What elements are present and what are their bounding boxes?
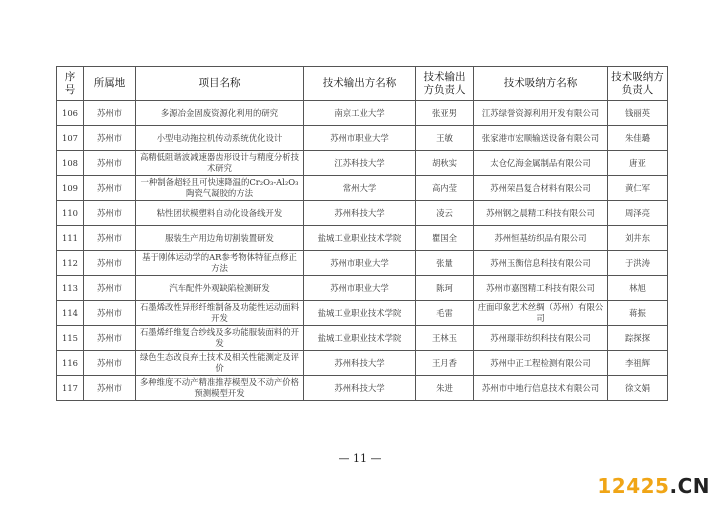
cell-receiver: 苏州中正工程检测有限公司 xyxy=(474,351,608,376)
header-provider: 技术输出方名称 xyxy=(304,67,416,101)
cell-receiver-lead: 蒋振 xyxy=(608,301,668,326)
cell-receiver: 苏州市嘉图精工科技有限公司 xyxy=(474,276,608,301)
cell-city: 苏州市 xyxy=(84,126,136,151)
cell-project: 一种制备超轻且可快速降温的Cr₂O₃-Al₂O₃陶瓷气凝胶的方法 xyxy=(136,176,304,201)
cell-receiver: 苏州玉衡信息科技有限公司 xyxy=(474,251,608,276)
cell-receiver-lead: 钱丽英 xyxy=(608,101,668,126)
cell-receiver: 张家港市宏顺输送设备有限公司 xyxy=(474,126,608,151)
cell-project: 高精低阻谐波减速器齿形设计与精度分析技术研究 xyxy=(136,151,304,176)
cell-receiver-lead: 唐亚 xyxy=(608,151,668,176)
cell-city: 苏州市 xyxy=(84,201,136,226)
cell-receiver: 庄面印象艺术丝绸（苏州）有限公司 xyxy=(474,301,608,326)
table-header-row xyxy=(57,67,668,101)
cell-no: 107 xyxy=(57,126,84,151)
cell-no: 106 xyxy=(57,101,84,126)
cell-provider: 苏州科技大学 xyxy=(304,201,416,226)
cell-receiver: 苏州市中地行信息技术有限公司 xyxy=(474,376,608,401)
cell-city: 苏州市 xyxy=(84,351,136,376)
cell-receiver-lead: 李祖辉 xyxy=(608,351,668,376)
table-row xyxy=(57,126,668,151)
cell-receiver: 苏州恒基纺织品有限公司 xyxy=(474,226,608,251)
table-row xyxy=(57,326,668,351)
cell-no: 110 xyxy=(57,201,84,226)
cell-no: 111 xyxy=(57,226,84,251)
cell-provider-lead: 毛雷 xyxy=(416,301,474,326)
cell-provider-lead: 瞿国全 xyxy=(416,226,474,251)
cell-no: 116 xyxy=(57,351,84,376)
cell-city: 苏州市 xyxy=(84,176,136,201)
cell-project: 绿色生态改良弃土技术及相关性能测定及评价 xyxy=(136,351,304,376)
table-row xyxy=(57,201,668,226)
cell-provider-lead: 陈珂 xyxy=(416,276,474,301)
cell-project: 基于刚体运动学的AR参考物体特征点修正方法 xyxy=(136,251,304,276)
cell-receiver-lead: 周泽亮 xyxy=(608,201,668,226)
cell-no: 113 xyxy=(57,276,84,301)
cell-no: 114 xyxy=(57,301,84,326)
table-row xyxy=(57,351,668,376)
header-no: 序号 xyxy=(57,67,84,101)
cell-provider: 苏州市职业大学 xyxy=(304,276,416,301)
cell-provider-lead: 王林玉 xyxy=(416,326,474,351)
cell-provider-lead: 张量 xyxy=(416,251,474,276)
table-row xyxy=(57,301,668,326)
table-row xyxy=(57,101,668,126)
watermark-domain: .CN xyxy=(669,474,710,498)
cell-receiver: 苏州璟菲纺织科技有限公司 xyxy=(474,326,608,351)
cell-no: 108 xyxy=(57,151,84,176)
table-row xyxy=(57,151,668,176)
cell-provider: 盐城工业职业技术学院 xyxy=(304,301,416,326)
cell-provider: 江苏科技大学 xyxy=(304,151,416,176)
cell-city: 苏州市 xyxy=(84,276,136,301)
watermark-logo xyxy=(597,474,710,498)
watermark-number: 12425 xyxy=(597,474,670,498)
cell-city: 苏州市 xyxy=(84,101,136,126)
cell-receiver: 苏州荣昌复合材料有限公司 xyxy=(474,176,608,201)
cell-project: 多种维度不动产精准推荐模型及不动产价格预测模型开发 xyxy=(136,376,304,401)
table-body xyxy=(57,101,668,401)
cell-receiver-lead: 刘井东 xyxy=(608,226,668,251)
header-provider-lead: 技术输出方负责人 xyxy=(416,67,474,101)
table-row xyxy=(57,226,668,251)
cell-project: 服装生产用边角切割装置研发 xyxy=(136,226,304,251)
cell-project: 石墨烯改性异形纤维制备及功能性运动面料开发 xyxy=(136,301,304,326)
cell-project: 小型电动拖拉机传动系统优化设计 xyxy=(136,126,304,151)
header-receiver-lead: 技术吸纳方负责人 xyxy=(608,67,668,101)
cell-receiver-lead: 踪探探 xyxy=(608,326,668,351)
cell-provider: 苏州市职业大学 xyxy=(304,126,416,151)
cell-provider-lead: 凌云 xyxy=(416,201,474,226)
cell-receiver-lead: 黄仁军 xyxy=(608,176,668,201)
table-row xyxy=(57,176,668,201)
cell-provider: 盐城工业职业技术学院 xyxy=(304,326,416,351)
cell-provider: 苏州科技大学 xyxy=(304,376,416,401)
cell-provider-lead: 朱进 xyxy=(416,376,474,401)
cell-provider: 盐城工业职业技术学院 xyxy=(304,226,416,251)
cell-city: 苏州市 xyxy=(84,376,136,401)
cell-provider: 常州大学 xyxy=(304,176,416,201)
cell-provider: 苏州科技大学 xyxy=(304,351,416,376)
cell-receiver-lead: 朱佳璐 xyxy=(608,126,668,151)
project-table xyxy=(56,66,668,401)
cell-receiver: 苏州钢之晨精工科技有限公司 xyxy=(474,201,608,226)
cell-provider: 苏州市职业大学 xyxy=(304,251,416,276)
cell-city: 苏州市 xyxy=(84,226,136,251)
table-row xyxy=(57,276,668,301)
cell-provider-lead: 王月香 xyxy=(416,351,474,376)
cell-provider-lead: 高内莹 xyxy=(416,176,474,201)
cell-provider-lead: 胡秋实 xyxy=(416,151,474,176)
cell-receiver-lead: 徐文娟 xyxy=(608,376,668,401)
cell-no: 117 xyxy=(57,376,84,401)
cell-city: 苏州市 xyxy=(84,151,136,176)
cell-project: 粘性团状模塑料自动化设备线开发 xyxy=(136,201,304,226)
cell-no: 109 xyxy=(57,176,84,201)
page-number: — 11 — xyxy=(338,452,382,465)
cell-provider: 南京工业大学 xyxy=(304,101,416,126)
header-city: 所属地 xyxy=(84,67,136,101)
cell-project: 石墨烯纤维复合纱线及多功能服装面料的开发 xyxy=(136,326,304,351)
cell-receiver-lead: 于洪涛 xyxy=(608,251,668,276)
cell-receiver-lead: 林旭 xyxy=(608,276,668,301)
cell-no: 115 xyxy=(57,326,84,351)
cell-receiver: 江苏绿誉资源利用开发有限公司 xyxy=(474,101,608,126)
cell-receiver: 太仓亿海金属制品有限公司 xyxy=(474,151,608,176)
cell-project: 汽车配件外观缺陷检测研发 xyxy=(136,276,304,301)
cell-provider-lead: 张亚男 xyxy=(416,101,474,126)
cell-no: 112 xyxy=(57,251,84,276)
cell-project: 多源冶金固废资源化利用的研究 xyxy=(136,101,304,126)
cell-provider-lead: 王敏 xyxy=(416,126,474,151)
table-row xyxy=(57,376,668,401)
table-row xyxy=(57,251,668,276)
header-receiver: 技术吸纳方名称 xyxy=(474,67,608,101)
cell-city: 苏州市 xyxy=(84,326,136,351)
header-project: 项目名称 xyxy=(136,67,304,101)
cell-city: 苏州市 xyxy=(84,301,136,326)
cell-city: 苏州市 xyxy=(84,251,136,276)
